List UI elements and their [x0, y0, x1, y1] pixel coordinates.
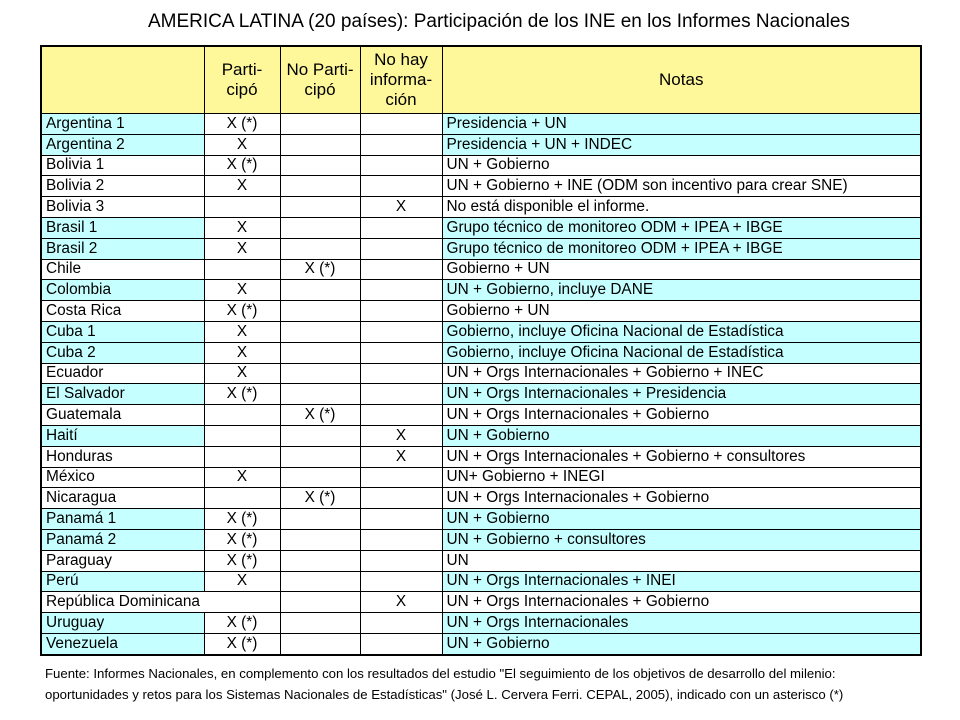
cell-pais: Haití [41, 425, 204, 446]
cell-no-participo [280, 301, 360, 322]
header-no-info-line3: ción [385, 90, 417, 109]
cell-pais: Venezuela [41, 633, 204, 654]
table-row [41, 134, 921, 155]
cell-no-info [360, 613, 442, 634]
table-row [41, 633, 921, 654]
cell-notas: Gobierno, incluye Oficina Nacional de Estadística [442, 342, 921, 363]
cell-notas: UN + Orgs Internacionales + Gobierno [442, 592, 921, 613]
cell-no-participo [280, 114, 360, 135]
cell-pais: Cuba 1 [41, 321, 204, 342]
table-row [41, 467, 921, 488]
cell-no-info [360, 176, 442, 197]
cell-notas: UN + Orgs Internacionales + Gobierno [442, 488, 921, 509]
table-row [41, 405, 921, 426]
cell-no-info [360, 280, 442, 301]
table-row [41, 280, 921, 301]
footnote [45, 663, 843, 705]
table-row [41, 509, 921, 530]
cell-no-participo [280, 155, 360, 176]
table-row [41, 155, 921, 176]
cell-pais: Perú [41, 571, 204, 592]
table-row [41, 321, 921, 342]
cell-no-participo [280, 238, 360, 259]
table-row [41, 238, 921, 259]
cell-pais: Chile [41, 259, 204, 280]
cell-notas: Presidencia + UN + INDEC [442, 134, 921, 155]
cell-notas: Grupo técnico de monitoreo ODM + IPEA + IBGE [442, 238, 921, 259]
cell-pais: Ecuador [41, 363, 204, 384]
cell-pais: Colombia [41, 280, 204, 301]
header-no-participo-line2: cipó [304, 80, 336, 99]
cell-pais: El Salvador [41, 384, 204, 405]
cell-no-info [360, 238, 442, 259]
table-row [41, 342, 921, 363]
cell-no-info [360, 134, 442, 155]
cell-no-info [360, 259, 442, 280]
cell-participo [204, 425, 280, 446]
cell-notas: UN+ Gobierno + INEGI [442, 467, 921, 488]
page-title: AMERICA LATINA (20 países): Participación de los INE en los Informes Nacionales [148, 11, 850, 32]
table-row [41, 488, 921, 509]
cell-no-info [360, 529, 442, 550]
cell-notas: Gobierno, incluye Oficina Nacional de Estadística [442, 321, 921, 342]
cell-pais: Bolivia 2 [41, 176, 204, 197]
cell-no-participo [280, 197, 360, 218]
cell-no-participo [280, 509, 360, 530]
cell-participo: X [204, 217, 280, 238]
cell-participo: X (*) [204, 155, 280, 176]
cell-no-info [360, 509, 442, 530]
cell-participo: X [204, 280, 280, 301]
cell-no-info: X [360, 197, 442, 218]
cell-no-participo [280, 550, 360, 571]
cell-pais: Paraguay [41, 550, 204, 571]
cell-participo: X [204, 571, 280, 592]
cell-no-participo [280, 467, 360, 488]
cell-no-info [360, 467, 442, 488]
cell-no-participo: X (*) [280, 259, 360, 280]
cell-no-participo [280, 529, 360, 550]
cell-notas: Presidencia + UN [442, 114, 921, 135]
cell-participo: X [204, 363, 280, 384]
cell-participo: X (*) [204, 114, 280, 135]
cell-pais: Panamá 1 [41, 509, 204, 530]
header-no-participo [280, 46, 360, 114]
cell-no-participo [280, 384, 360, 405]
cell-pais: Brasil 2 [41, 238, 204, 259]
header-pais [41, 46, 204, 114]
cell-pais: Brasil 1 [41, 217, 204, 238]
cell-pais: Panamá 2 [41, 529, 204, 550]
cell-pais: Cuba 2 [41, 342, 204, 363]
table-body [41, 114, 921, 655]
cell-no-info: X [360, 592, 442, 613]
cell-notas: UN + Orgs Internacionales + Presidencia [442, 384, 921, 405]
cell-participo: X [204, 467, 280, 488]
table-header-row [41, 46, 921, 114]
cell-no-info [360, 571, 442, 592]
cell-participo [204, 405, 280, 426]
table-row [41, 114, 921, 135]
cell-no-participo [280, 592, 360, 613]
cell-no-participo [280, 571, 360, 592]
cell-participo: X (*) [204, 301, 280, 322]
cell-participo [204, 197, 280, 218]
table-row [41, 425, 921, 446]
cell-notas: UN + Orgs Internacionales + INEI [442, 571, 921, 592]
cell-no-participo [280, 446, 360, 467]
header-no-info-line1: No hay [374, 50, 428, 69]
cell-participo [204, 488, 280, 509]
table-row [41, 550, 921, 571]
cell-no-participo [280, 217, 360, 238]
cell-no-participo [280, 633, 360, 654]
cell-no-info [360, 363, 442, 384]
cell-no-participo [280, 342, 360, 363]
cell-pais: Costa Rica [41, 301, 204, 322]
cell-notas: UN + Gobierno [442, 633, 921, 654]
header-notas: Notas [442, 46, 921, 114]
cell-no-info [360, 321, 442, 342]
cell-notas: Gobierno + UN [442, 259, 921, 280]
cell-participo: X [204, 238, 280, 259]
header-participo [204, 46, 280, 114]
cell-notas: No está disponible el informe. [442, 197, 921, 218]
cell-no-info: X [360, 425, 442, 446]
cell-participo [204, 446, 280, 467]
cell-notas: UN + Gobierno, incluye DANE [442, 280, 921, 301]
cell-notas: UN [442, 550, 921, 571]
table-row [41, 259, 921, 280]
table-row [41, 446, 921, 467]
cell-notas: UN + Gobierno + consultores [442, 529, 921, 550]
cell-no-info [360, 488, 442, 509]
cell-notas: Gobierno + UN [442, 301, 921, 322]
table-row [41, 363, 921, 384]
cell-participo: X (*) [204, 633, 280, 654]
cell-participo: X [204, 321, 280, 342]
cell-pais: Argentina 1 [41, 114, 204, 135]
participation-table [40, 45, 922, 656]
cell-no-participo [280, 363, 360, 384]
cell-pais: República Dominicana [41, 592, 204, 613]
header-participo-line1: Parti- [221, 60, 263, 79]
table-row [41, 613, 921, 634]
cell-no-info [360, 405, 442, 426]
table-row [41, 301, 921, 322]
cell-no-info [360, 114, 442, 135]
cell-no-participo [280, 613, 360, 634]
cell-participo: X [204, 134, 280, 155]
cell-pais: Argentina 2 [41, 134, 204, 155]
table-row [41, 571, 921, 592]
cell-pais: Honduras [41, 446, 204, 467]
cell-participo: X (*) [204, 529, 280, 550]
table-row [41, 176, 921, 197]
header-no-info [360, 46, 442, 114]
cell-no-participo [280, 425, 360, 446]
cell-no-participo [280, 280, 360, 301]
cell-pais: Bolivia 1 [41, 155, 204, 176]
header-no-participo-line1: No Parti- [286, 60, 354, 79]
header-no-info-line2: informa- [369, 70, 433, 89]
footnote-line2: oportunidades y retos para los Sistemas Nacionales de Estadísticas" (José L. Cervera Ferri. CEPAL, 2005), indicado con un asterisco (*) [45, 687, 844, 702]
cell-participo [204, 592, 280, 613]
footnote-line1: Fuente: Informes Nacionales, en complemento con los resultados del estudio "El seguimiento de los objetivos de desarrollo del milenio: [45, 666, 836, 681]
table-row [41, 529, 921, 550]
cell-participo [204, 259, 280, 280]
cell-no-participo [280, 321, 360, 342]
cell-no-participo [280, 134, 360, 155]
cell-no-info [360, 550, 442, 571]
table-row [41, 197, 921, 218]
cell-notas: UN + Gobierno [442, 509, 921, 530]
cell-participo: X (*) [204, 613, 280, 634]
cell-pais: México [41, 467, 204, 488]
cell-participo: X [204, 342, 280, 363]
cell-no-info [360, 384, 442, 405]
header-participo-line2: cipó [226, 80, 258, 99]
cell-pais: Uruguay [41, 613, 204, 634]
table-row [41, 384, 921, 405]
cell-no-info [360, 217, 442, 238]
cell-pais: Nicaragua [41, 488, 204, 509]
cell-notas: Grupo técnico de monitoreo ODM + IPEA + IBGE [442, 217, 921, 238]
cell-notas: UN + Orgs Internacionales + Gobierno + INEC [442, 363, 921, 384]
cell-no-info [360, 633, 442, 654]
cell-participo: X [204, 176, 280, 197]
cell-pais: Guatemala [41, 405, 204, 426]
cell-no-info [360, 301, 442, 322]
cell-notas: UN + Gobierno + INE (ODM son incentivo para crear SNE) [442, 176, 921, 197]
cell-notas: UN + Orgs Internacionales + Gobierno [442, 405, 921, 426]
cell-notas: UN + Gobierno [442, 425, 921, 446]
cell-notas: UN + Gobierno [442, 155, 921, 176]
cell-no-participo [280, 176, 360, 197]
cell-notas: UN + Orgs Internacionales + Gobierno + consultores [442, 446, 921, 467]
table-row [41, 217, 921, 238]
table-row [41, 592, 921, 613]
cell-pais: Bolivia 3 [41, 197, 204, 218]
cell-notas: UN + Orgs Internacionales [442, 613, 921, 634]
cell-participo: X (*) [204, 550, 280, 571]
cell-no-info [360, 342, 442, 363]
cell-no-participo: X (*) [280, 488, 360, 509]
cell-participo: X (*) [204, 509, 280, 530]
cell-no-participo: X (*) [280, 405, 360, 426]
cell-no-info [360, 155, 442, 176]
cell-no-info: X [360, 446, 442, 467]
cell-participo: X (*) [204, 384, 280, 405]
